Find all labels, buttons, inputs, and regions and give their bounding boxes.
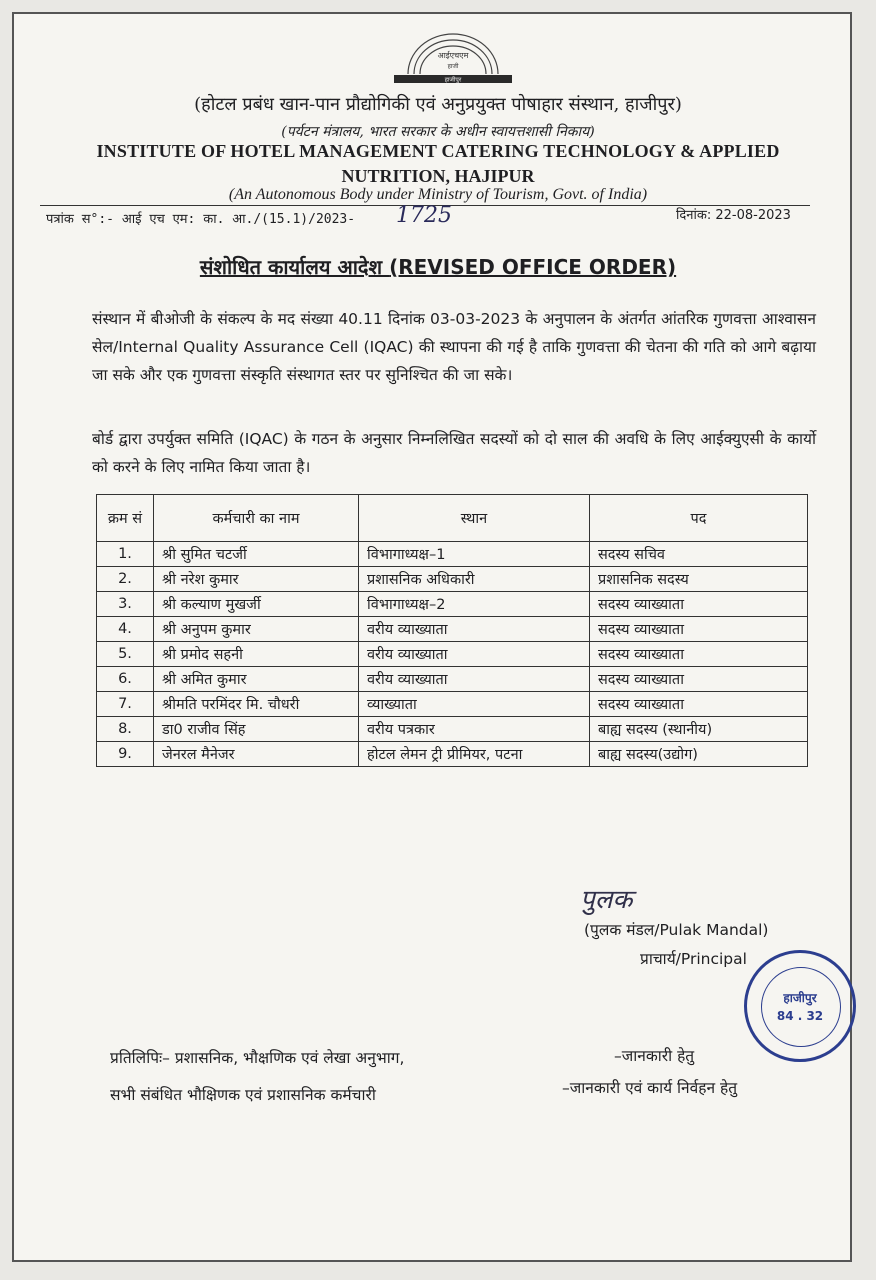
copy-to-line-1: प्रतिलिपिः– प्रशासनिक, भौक्षणिक एवं लेखा अनुभाग, <box>110 1049 405 1067</box>
cell-serial: 1. <box>97 542 154 567</box>
committee-members-table <box>96 494 808 767</box>
institute-subtitle-english: (An Autonomous Body under Ministry of Tourism, Govt. of India) <box>228 186 648 203</box>
cell-serial: 4. <box>97 617 154 642</box>
order-date: दिनांक: 22-08-2023 <box>676 208 791 223</box>
institute-subtitle-hindi: (पर्यटन मंत्रालय, भारत सरकार के अधीन स्वायत्तशासी निकाय) <box>281 124 595 140</box>
copy-to-line-2: सभी संबंधित भौक्षिणक एवं प्रशासनिक कर्मचारी <box>110 1086 376 1104</box>
cell-serial: 3. <box>97 592 154 617</box>
logo-text-bottom: हाजीपुर <box>444 76 462 84</box>
column-header-place: स्थान <box>359 495 590 542</box>
reference-handwritten-number: 1725 <box>396 203 452 228</box>
cell-place: वरीय व्याख्याता <box>359 617 590 642</box>
cell-name: श्री अनुपम कुमार <box>154 617 359 642</box>
table-row <box>97 667 808 692</box>
cell-name: श्री कल्याण मुखर्जी <box>154 592 359 617</box>
institute-logo <box>388 28 518 90</box>
signatory-title: प्राचार्य/Principal <box>640 950 747 968</box>
cell-post: सदस्य व्याख्याता <box>590 592 808 617</box>
table-row <box>97 617 808 642</box>
body-paragraph-2: बोर्ड द्वारा उपर्युक्त समिति (IQAC) के गठन के अनुसार निम्नलिखित सदस्यों को दो साल की अवधि के लिए आईक्युएसी के कार्यो को करने के लिए नामित किया जाता है। <box>92 430 816 476</box>
cell-name: डा0 राजीव सिंह <box>154 717 359 742</box>
seal-inner-ring <box>761 967 841 1047</box>
cell-serial: 5. <box>97 642 154 667</box>
cell-serial: 7. <box>97 692 154 717</box>
institute-name-english-line1: INSTITUTE OF HOTEL MANAGEMENT CATERING TECHNOLOGY & APPLIED <box>96 141 780 161</box>
cell-name: श्रीमति परमिंदर मि. चौधरी <box>154 692 359 717</box>
cell-place: प्रशासनिक अधिकारी <box>359 567 590 592</box>
logo-text-top: आईएचएम <box>437 51 469 60</box>
table-row <box>97 742 808 767</box>
cell-post: बाह्य सदस्य (स्थानीय) <box>590 717 808 742</box>
cell-place: होटल लेमन ट्री प्रीमियर, पटना <box>359 742 590 767</box>
seal-text-city: हाजीपुर <box>783 991 817 1005</box>
cell-post: प्रशासनिक सदस्य <box>590 567 808 592</box>
copy-to-line-2-purpose: –जानकारी एवं कार्य निर्वहन हेतु <box>562 1079 738 1097</box>
official-seal <box>744 950 856 1062</box>
column-header-name: कर्मचारी का नाम <box>154 495 359 542</box>
cell-post: सदस्य सचिव <box>590 542 808 567</box>
principal-signature: पुलक <box>580 885 633 915</box>
cell-post: सदस्य व्याख्याता <box>590 692 808 717</box>
column-header-post: पद <box>590 495 808 542</box>
column-header-serial: क्रम सं <box>97 495 154 542</box>
cell-place: वरीय पत्रकार <box>359 717 590 742</box>
institute-name-hindi: (होटल प्रबंध खान-पान प्रौद्योगिकी एवं अनुप्रयुक्त पोषाहार संस्थान, हाजीपुर) <box>194 94 682 115</box>
reference-number: पत्रांक स°:- आई एच एम: का. आ./(15.1)/2023- <box>46 212 356 227</box>
cell-post: बाह्य सदस्य(उद्योग) <box>590 742 808 767</box>
order-title-hindi: संशोधित कार्यालय आदेश <box>199 255 390 279</box>
cell-name: श्री अमित कुमार <box>154 667 359 692</box>
cell-place: विभागाध्यक्ष–2 <box>359 592 590 617</box>
logo-text-mid: हाजी <box>447 63 459 70</box>
cell-place: विभागाध्यक्ष–1 <box>359 542 590 567</box>
order-title <box>0 253 876 280</box>
table-row <box>97 717 808 742</box>
cell-place: व्याख्याता <box>359 692 590 717</box>
cell-serial: 8. <box>97 717 154 742</box>
cell-serial: 6. <box>97 667 154 692</box>
body-paragraph-1: संस्थान में बीओजी के संकल्प के मद संख्या 40.11 दिनांक 03-03-2023 के अनुपालन के अंतर्गत आंतरिक गुणवत्ता आश्वासन सेल/Internal Quality Assurance Cell (IQAC) की स्थापना की गई है ताकि गुणवत्ता की चेतना की गति को आगे बढ़ाया जा सके और एक गुणवत्ता संस्कृति संस्थागत स्तर पर सुनिश्चित की जा सके। <box>92 310 816 384</box>
cell-place: वरीय व्याख्याता <box>359 642 590 667</box>
signatory-name: (पुलक मंडल/Pulak Mandal) <box>584 921 769 939</box>
cell-post: सदस्य व्याख्याता <box>590 617 808 642</box>
cell-name: श्री प्रमोद सहनी <box>154 642 359 667</box>
seal-text-number: 84 . 32 <box>776 1009 824 1023</box>
institute-name-english-line2: NUTRITION, HAJIPUR <box>341 166 535 186</box>
cell-serial: 9. <box>97 742 154 767</box>
table-row <box>97 592 808 617</box>
order-title-english: (REVISED OFFICE ORDER) <box>389 255 677 279</box>
cell-name: श्री सुमित चटर्जी <box>154 542 359 567</box>
table-row <box>97 692 808 717</box>
table-row <box>97 567 808 592</box>
cell-post: सदस्य व्याख्याता <box>590 667 808 692</box>
table-row <box>97 542 808 567</box>
table-row <box>97 642 808 667</box>
cell-place: वरीय व्याख्याता <box>359 667 590 692</box>
table-header-row <box>97 495 808 542</box>
copy-to-line-1-purpose: –जानकारी हेतु <box>614 1047 695 1065</box>
cell-name: श्री नरेश कुमार <box>154 567 359 592</box>
cell-name: जेनरल मैनेजर <box>154 742 359 767</box>
cell-post: सदस्य व्याख्याता <box>590 642 808 667</box>
cell-serial: 2. <box>97 567 154 592</box>
